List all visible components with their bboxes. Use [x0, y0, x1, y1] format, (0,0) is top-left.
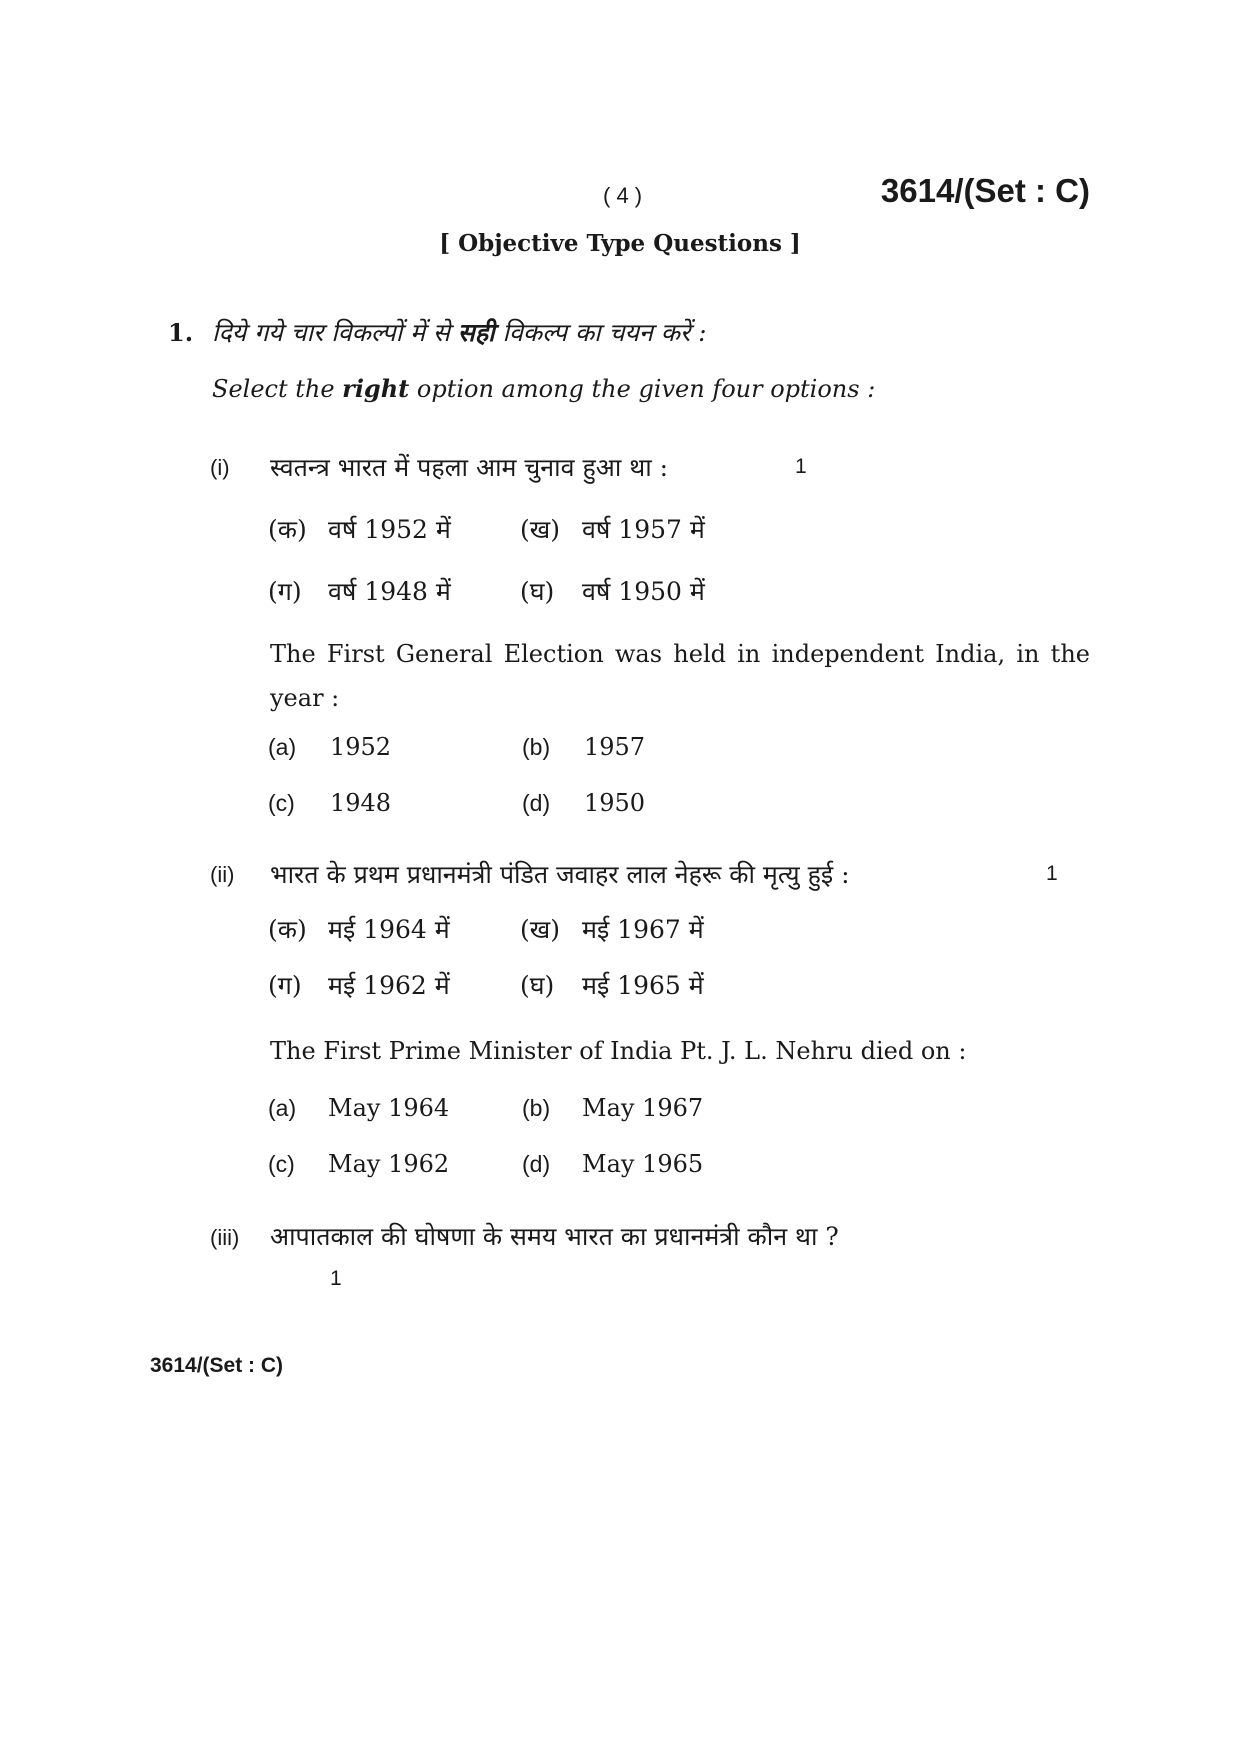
instruction-en-bold: right: [342, 374, 410, 403]
instruction-english: [212, 374, 875, 403]
option-label: (घ): [520, 577, 555, 606]
option-text: वर्ष 1957 में: [582, 515, 705, 544]
option-text: 1957: [584, 733, 646, 761]
option-text: 1952: [330, 733, 392, 761]
option-label: (d): [522, 1151, 551, 1177]
marks: 1: [795, 455, 807, 478]
option-label: (क): [268, 915, 307, 944]
option-label: (a): [268, 734, 297, 760]
option-label: (d): [522, 790, 551, 816]
option-label: (c): [268, 790, 295, 816]
instruction-hi-post: विकल्प का चयन करें :: [494, 318, 707, 347]
sub-question-label: (iii): [210, 1225, 240, 1250]
instruction-hindi: [212, 315, 707, 349]
option-label: (क): [268, 515, 307, 544]
option-label: (b): [522, 734, 551, 760]
sub-question-text-hindi: स्वतन्त्र भारत में पहला आम चुनाव हुआ था :: [270, 453, 669, 482]
option-label: (ख): [520, 915, 560, 944]
option-text: वर्ष 1948 में: [328, 577, 451, 606]
option-text: May 1967: [582, 1094, 704, 1122]
paper-code-header: 3614/(Set : C): [880, 172, 1090, 209]
option-label: (ग): [268, 577, 302, 606]
option-text: 1948: [330, 789, 392, 817]
option-text: वर्ष 1952 में: [328, 515, 451, 544]
question-number: 1.: [168, 318, 194, 347]
option-label: (ख): [520, 515, 560, 544]
option-label: (घ): [520, 971, 555, 1000]
option-label: (c): [268, 1151, 295, 1177]
option-text: मई 1964 में: [328, 915, 450, 944]
sub-question-text-hindi: आपातकाल की घोषणा के समय भारत का प्रधानमंत्री कौन था ?: [270, 1222, 839, 1251]
sub-question-label: (i): [210, 455, 230, 480]
sub-question-text-english: The First Prime Minister of India Pt. J. L. Nehru died on :: [270, 1037, 967, 1065]
option-label: (a): [268, 1095, 297, 1121]
section-title: [ Objective Type Questions ]: [439, 230, 801, 257]
marks: 1: [1046, 862, 1058, 885]
paper-code-footer: 3614/(Set : C): [150, 1354, 284, 1377]
instruction-hi-pre: दिये गये चार विकल्पों में से: [212, 318, 458, 347]
option-text: मई 1965 में: [582, 971, 704, 1000]
option-text: 1950: [584, 789, 646, 817]
instruction-en-pre: Select the: [212, 375, 343, 403]
marks: 1: [330, 1267, 342, 1290]
option-label: (b): [522, 1095, 551, 1121]
sub-question-text-english: The First General Election was held in independent India, in the year :: [270, 640, 1090, 712]
option-text: वर्ष 1950 में: [582, 577, 705, 606]
option-text: May 1965: [582, 1150, 704, 1178]
option-text: May 1962: [328, 1150, 450, 1178]
option-text: मई 1962 में: [328, 971, 450, 1000]
sub-question-text-hindi: भारत के प्रथम प्रधानमंत्री पंडित जवाहर लाल नेहरू की मृत्यु हुई :: [270, 860, 850, 889]
page-number: ( 4 ): [603, 183, 643, 208]
option-label: (ग): [268, 971, 302, 1000]
instruction-en-post: option among the given four options :: [409, 375, 876, 403]
instruction-hi-bold: सही: [457, 318, 495, 347]
sub-question-label: (ii): [210, 862, 235, 887]
option-text: मई 1967 में: [582, 915, 704, 944]
option-text: May 1964: [328, 1094, 450, 1122]
